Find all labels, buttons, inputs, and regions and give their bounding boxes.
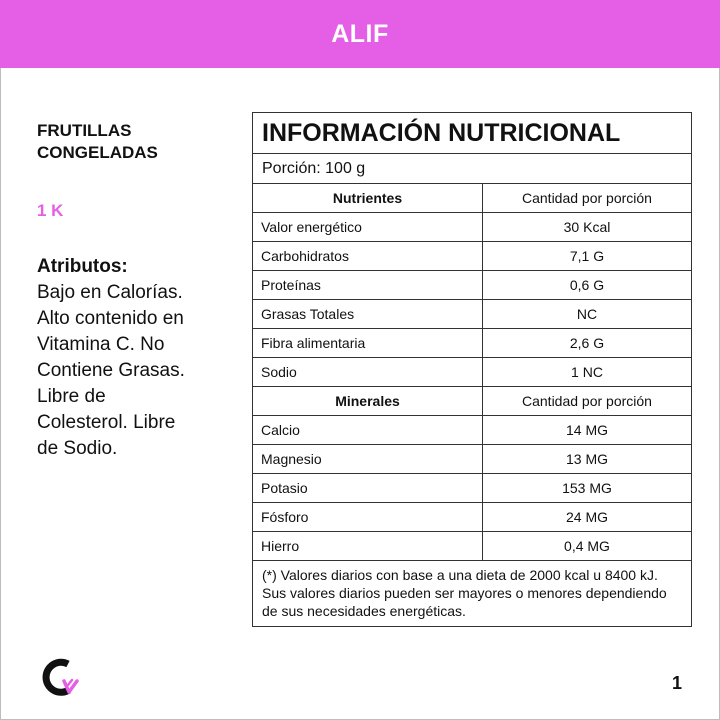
nutrient-value: NC — [483, 300, 692, 329]
amount-header: Cantidad por porción — [483, 387, 692, 416]
amount-header: Cantidad por porción — [483, 184, 692, 213]
product-name-line-2: CONGELADAS — [37, 143, 158, 162]
table-row — [253, 242, 692, 271]
attributes-list — [37, 280, 237, 462]
attributes-title: Atributos: — [37, 256, 128, 277]
table-row — [253, 503, 692, 532]
nutrient-name: Proteínas — [253, 271, 483, 300]
mineral-value: 13 MG — [483, 445, 692, 474]
nutrient-value: 30 Kcal — [483, 213, 692, 242]
product-name-line-1: FRUTILLAS — [37, 121, 132, 140]
nutrient-value: 1 NC — [483, 358, 692, 387]
brand-logo-icon — [38, 656, 80, 698]
attribute-line: Vitamina C. No — [37, 334, 165, 355]
attribute-line: Contiene Grasas. — [37, 360, 185, 381]
table-row — [253, 329, 692, 358]
table-row — [253, 358, 692, 387]
attribute-line: Bajo en Calorías. — [37, 282, 183, 303]
header-bar — [0, 0, 720, 68]
mineral-name: Hierro — [253, 532, 483, 561]
table-row — [253, 300, 692, 329]
minerals-header-row — [253, 387, 692, 416]
nutrition-title: INFORMACIÓN NUTRICIONAL — [253, 113, 692, 154]
mineral-name: Potasio — [253, 474, 483, 503]
attribute-line: Alto contenido en — [37, 308, 184, 329]
table-row — [253, 271, 692, 300]
nutrients-header-row — [253, 184, 692, 213]
table-row — [253, 532, 692, 561]
attribute-line: Colesterol. Libre — [37, 412, 176, 433]
table-row — [253, 213, 692, 242]
mineral-name: Magnesio — [253, 445, 483, 474]
nutrients-header: Nutrientes — [253, 184, 483, 213]
product-info — [37, 120, 237, 462]
nutrient-name: Carbohidratos — [253, 242, 483, 271]
mineral-value: 14 MG — [483, 416, 692, 445]
table-row — [253, 474, 692, 503]
nutrient-name: Grasas Totales — [253, 300, 483, 329]
portion-size: Porción: 100 g — [253, 154, 692, 184]
nutrient-name: Sodio — [253, 358, 483, 387]
nutrient-value: 2,6 G — [483, 329, 692, 358]
nutrient-name: Valor energético — [253, 213, 483, 242]
mineral-name: Calcio — [253, 416, 483, 445]
attribute-line: Libre de — [37, 386, 106, 407]
brand-title: ALIF — [331, 19, 389, 48]
nutrient-value: 7,1 G — [483, 242, 692, 271]
mineral-value: 153 MG — [483, 474, 692, 503]
product-quantity: 1 K — [37, 201, 64, 220]
table-row — [253, 416, 692, 445]
mineral-value: 24 MG — [483, 503, 692, 532]
mineral-value: 0,4 MG — [483, 532, 692, 561]
minerals-header: Minerales — [253, 387, 483, 416]
page-number: 1 — [671, 673, 682, 693]
footnote: (*) Valores diarios con base a una dieta de 2000 kcal u 8400 kJ. Sus valores diarios pueden ser mayores o menores dependiendo de sus necesidades energéticas. — [253, 561, 692, 627]
nutrition-table — [252, 112, 692, 627]
attribute-line: de Sodio. — [37, 438, 118, 459]
nutrient-name: Fibra alimentaria — [253, 329, 483, 358]
table-row — [253, 445, 692, 474]
nutrient-value: 0,6 G — [483, 271, 692, 300]
mineral-name: Fósforo — [253, 503, 483, 532]
product-name — [37, 120, 237, 164]
